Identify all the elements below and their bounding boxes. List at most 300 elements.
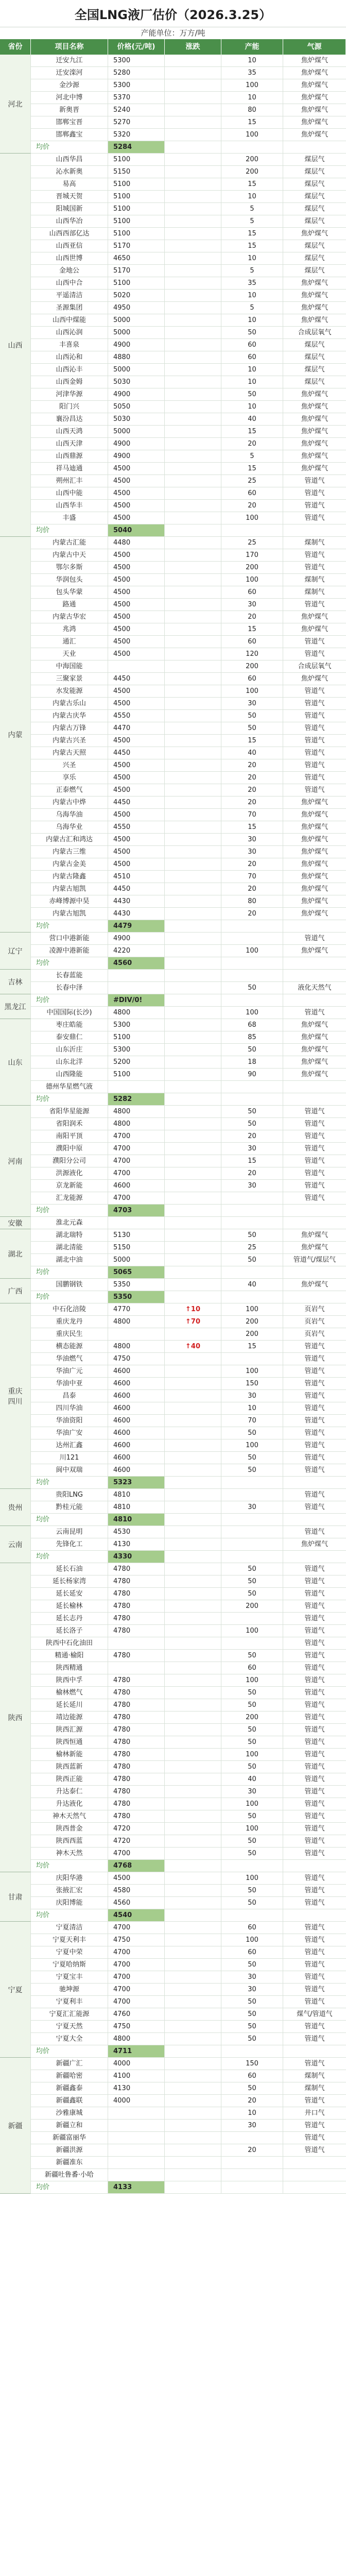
- price-cell: 5100: [108, 228, 165, 240]
- factory-cell: 襄汾昌达: [31, 413, 108, 426]
- table-row: [0, 747, 346, 759]
- source-cell: 管道气: [283, 1452, 346, 1464]
- price-cell: 5100: [108, 277, 165, 290]
- capacity-cell: 50: [221, 2082, 283, 2095]
- source-cell: 液化天然气: [283, 982, 346, 994]
- province-cell: 湖北: [0, 1229, 31, 1279]
- change-cell: [165, 1130, 221, 1143]
- source-cell: 煤层气: [283, 154, 346, 166]
- change-cell: [165, 1798, 221, 1810]
- factory-cell: 中石化涪陵: [31, 1303, 108, 1316]
- table-row: [0, 908, 346, 920]
- header-source: 气源: [283, 39, 346, 55]
- source-cell: [283, 1551, 346, 1563]
- table-row: [0, 2144, 346, 2157]
- price-cell: 4700: [108, 1143, 165, 1155]
- factory-cell: 金地公: [31, 265, 108, 277]
- capacity-cell: 20: [221, 500, 283, 512]
- capacity-cell: 70: [221, 871, 283, 883]
- table-row: [0, 1773, 346, 1786]
- factory-cell: 平遥清洁: [31, 290, 108, 302]
- capacity-cell: 5: [221, 302, 283, 314]
- capacity-cell: 100: [221, 1625, 283, 1637]
- factory-cell: 陕西恒通: [31, 1736, 108, 1749]
- price-cell: 5240: [108, 104, 165, 116]
- factory-cell: 圣源集团: [31, 302, 108, 314]
- source-cell: 管道气: [283, 562, 346, 574]
- change-cell: [165, 660, 221, 673]
- price-cell: 4600: [108, 1402, 165, 1415]
- capacity-cell: 50: [221, 1761, 283, 1773]
- table-row: [0, 252, 346, 265]
- factory-cell: 山西沁润: [31, 327, 108, 339]
- source-cell: 管道气: [283, 549, 346, 562]
- capacity-cell: 100: [221, 1823, 283, 1835]
- source-cell: 管道气: [283, 1872, 346, 1885]
- change-cell: [165, 2082, 221, 2095]
- price-cell: 5350: [108, 1279, 165, 1291]
- average-row: [0, 994, 346, 1007]
- factory-cell: 内蒙古兴圣: [31, 735, 108, 747]
- source-cell: 焦炉煤气: [283, 129, 346, 141]
- source-cell: 管道气: [283, 1439, 346, 1452]
- table-row: [0, 116, 346, 129]
- capacity-cell: 18: [221, 1056, 283, 1069]
- source-cell: 管道气: [283, 1885, 346, 1897]
- factory-cell: 内蒙古汇能: [31, 537, 108, 549]
- province-cell: 广西: [0, 1279, 31, 1303]
- source-cell: [283, 1860, 346, 1872]
- table-row: [0, 1279, 346, 1291]
- price-cell: 5370: [108, 92, 165, 104]
- price-cell: 4130: [108, 1538, 165, 1551]
- price-cell: 5000: [108, 327, 165, 339]
- table-row: [0, 228, 346, 240]
- price-cell: 4560: [108, 1897, 165, 1909]
- table-row: [0, 982, 346, 994]
- source-cell: 管道气: [283, 1625, 346, 1637]
- source-cell: 管道气: [283, 1180, 346, 1192]
- factory-cell: 新奥晋: [31, 104, 108, 116]
- price-cell: 4600: [108, 1439, 165, 1452]
- table-row: [0, 1007, 346, 1019]
- factory-cell: 京龙新能: [31, 1180, 108, 1192]
- price-cell: 4100: [108, 2070, 165, 2082]
- price-cell: 5284: [108, 141, 165, 154]
- capacity-cell: 10: [221, 364, 283, 376]
- capacity-cell: [221, 2045, 283, 2058]
- change-cell: [165, 1588, 221, 1600]
- price-cell: 4000: [108, 2058, 165, 2070]
- header-capacity: 产能: [221, 39, 283, 55]
- change-cell: [165, 1860, 221, 1872]
- price-cell: 4800: [108, 1118, 165, 1130]
- factory-cell: 天业: [31, 648, 108, 660]
- factory-cell: 内蒙古三维: [31, 846, 108, 858]
- source-cell: 管道气: [283, 1984, 346, 1996]
- factory-cell: 湖北中油: [31, 1254, 108, 1266]
- price-cell: 4500: [108, 735, 165, 747]
- table-row: [0, 1464, 346, 1477]
- price-cell: 4700: [108, 1946, 165, 1959]
- source-cell: 管道气: [283, 1773, 346, 1786]
- source-cell: 煤层气: [283, 191, 346, 203]
- capacity-cell: 40: [221, 1279, 283, 1291]
- capacity-cell: 10: [221, 191, 283, 203]
- table-row: [0, 1501, 346, 1514]
- factory-cell: 陕西普金: [31, 1823, 108, 1835]
- price-cell: 5000: [108, 426, 165, 438]
- table-row: [0, 1749, 346, 1761]
- source-cell: 合成层氧气: [283, 327, 346, 339]
- capacity-cell: 60: [221, 339, 283, 351]
- price-cell: 4780: [108, 1810, 165, 1823]
- table-row: [0, 2120, 346, 2132]
- source-cell: 管道气: [283, 2058, 346, 2070]
- price-cell: 5200: [108, 1056, 165, 1069]
- source-cell: 焦炉煤气: [283, 883, 346, 895]
- table-row: [0, 178, 346, 191]
- change-cell: [165, 1378, 221, 1390]
- capacity-cell: [221, 2181, 283, 2194]
- table-row: [0, 154, 346, 166]
- source-cell: [283, 1514, 346, 1526]
- factory-cell: 横态能源: [31, 1341, 108, 1353]
- province-cell: 河南: [0, 1106, 31, 1217]
- change-cell: [165, 636, 221, 648]
- change-cell: [165, 191, 221, 203]
- source-cell: 管道气: [283, 1390, 346, 1402]
- change-cell: [165, 685, 221, 698]
- change-cell: [165, 2021, 221, 2033]
- table-row: [0, 327, 346, 339]
- factory-cell: 新疆鑫泰: [31, 2082, 108, 2095]
- table-row: [0, 1922, 346, 1934]
- source-cell: 焦炉煤气: [283, 846, 346, 858]
- factory-cell: 内蒙古旭凯: [31, 883, 108, 895]
- source-cell: 煤层气: [283, 203, 346, 215]
- source-cell: 煤层气: [283, 265, 346, 277]
- table-row: [0, 1971, 346, 1984]
- change-cell: [165, 327, 221, 339]
- capacity-cell: 10: [221, 2107, 283, 2120]
- change-cell: [165, 1810, 221, 1823]
- price-cell: 4750: [108, 2021, 165, 2033]
- price-cell: 4800: [108, 1106, 165, 1118]
- capacity-cell: 50: [221, 1464, 283, 1477]
- price-cell: 4600: [108, 1415, 165, 1427]
- price-cell: 4430: [108, 908, 165, 920]
- factory-cell: 内蒙古金美: [31, 858, 108, 871]
- table-row: [0, 1056, 346, 1069]
- price-cell: 4700: [108, 1971, 165, 1984]
- source-cell: 焦炉煤气: [283, 438, 346, 450]
- factory-cell: 贵阳LNG: [31, 1489, 108, 1501]
- source-cell: 焦炉煤气: [283, 290, 346, 302]
- table-row: [0, 2021, 346, 2033]
- price-cell: 5300: [108, 55, 165, 67]
- factory-cell: 榆林新能: [31, 1749, 108, 1761]
- price-cell: 4780: [108, 1563, 165, 1575]
- capacity-cell: 80: [221, 104, 283, 116]
- capacity-cell: 80: [221, 895, 283, 908]
- change-cell: [165, 759, 221, 772]
- change-cell: [165, 549, 221, 562]
- capacity-cell: 150: [221, 1378, 283, 1390]
- price-cell: 4500: [108, 759, 165, 772]
- change-cell: [165, 1526, 221, 1538]
- source-cell: 管道气: [283, 1798, 346, 1810]
- price-cell: 4500: [108, 772, 165, 784]
- change-cell: [165, 858, 221, 871]
- capacity-cell: 200: [221, 660, 283, 673]
- price-cell: 4500: [108, 475, 165, 487]
- table-row: [0, 2169, 346, 2181]
- table-row: [0, 1081, 346, 1093]
- factory-cell: 陕西中孚: [31, 1674, 108, 1687]
- factory-cell: 晋城天贺: [31, 191, 108, 203]
- price-cell: [108, 660, 165, 673]
- factory-cell: 均价: [31, 1514, 108, 1526]
- price-cell: 5100: [108, 191, 165, 203]
- source-cell: 焦炉煤气: [283, 104, 346, 116]
- table-row: [0, 1625, 346, 1637]
- capacity-cell: [221, 1860, 283, 1872]
- price-cell: 4780: [108, 1798, 165, 1810]
- unit-note: 产能单位：万方/吨: [141, 28, 205, 38]
- price-cell: 4780: [108, 1724, 165, 1736]
- factory-cell: 汇龙能源: [31, 1192, 108, 1205]
- factory-cell: 三聚家景: [31, 673, 108, 685]
- factory-cell: 乌海华业: [31, 821, 108, 834]
- factory-cell: 淮北元森: [31, 1217, 108, 1229]
- change-cell: [165, 1254, 221, 1266]
- change-cell: [165, 1291, 221, 1303]
- table-row: [0, 1365, 346, 1378]
- capacity-cell: 30: [221, 846, 283, 858]
- source-cell: 管道气: [283, 1353, 346, 1365]
- change-cell: [165, 2008, 221, 2021]
- price-cell: 4500: [108, 698, 165, 710]
- table-row: [0, 463, 346, 475]
- table-row: [0, 1711, 346, 1724]
- price-cell: [108, 2169, 165, 2181]
- header-province: 省份: [0, 39, 31, 55]
- change-cell: [165, 908, 221, 920]
- change-cell: [165, 2058, 221, 2070]
- factory-cell: 升达液化: [31, 1798, 108, 1810]
- capacity-cell: [221, 920, 283, 933]
- source-cell: 煤制气: [283, 537, 346, 549]
- price-cell: 4500: [108, 463, 165, 475]
- factory-cell: 均价: [31, 1860, 108, 1872]
- source-cell: 管道气: [283, 735, 346, 747]
- price-cell: 4500: [108, 562, 165, 574]
- change-cell: [165, 599, 221, 611]
- table-row: [0, 1699, 346, 1711]
- average-row: [0, 2045, 346, 2058]
- price-cell: 4500: [108, 648, 165, 660]
- price-cell: 4510: [108, 871, 165, 883]
- capacity-cell: 30: [221, 1971, 283, 1984]
- price-cell: 5282: [108, 1093, 165, 1106]
- source-cell: 管道气: [283, 2021, 346, 2033]
- factory-cell: 延长杨家湾: [31, 1575, 108, 1588]
- table-row: [0, 55, 346, 67]
- price-cell: 4600: [108, 1378, 165, 1390]
- change-cell: [165, 1909, 221, 1922]
- capacity-cell: 50: [221, 1810, 283, 1823]
- change-cell: [165, 487, 221, 500]
- change-cell: [165, 129, 221, 141]
- price-cell: 4550: [108, 710, 165, 722]
- source-cell: 煤层气: [283, 215, 346, 228]
- change-cell: [165, 722, 221, 735]
- source-cell: [283, 994, 346, 1007]
- table-row: [0, 611, 346, 623]
- factory-cell: 中海国能: [31, 660, 108, 673]
- price-cell: 4780: [108, 1736, 165, 1749]
- price-cell: [108, 2107, 165, 2120]
- table-row: [0, 1242, 346, 1254]
- table-row: [0, 1167, 346, 1180]
- source-cell: 焦炉煤气: [283, 945, 346, 957]
- table-row: [0, 487, 346, 500]
- table-row: [0, 401, 346, 413]
- factory-cell: 重庆龙丹: [31, 1316, 108, 1328]
- factory-cell: 延长志丹: [31, 1613, 108, 1625]
- factory-cell: 华油中亚: [31, 1378, 108, 1390]
- change-cell: [165, 1044, 221, 1056]
- capacity-cell: [221, 1217, 283, 1229]
- source-cell: [283, 524, 346, 537]
- table-row: [0, 426, 346, 438]
- source-cell: 管道气: [283, 1959, 346, 1971]
- capacity-cell: 20: [221, 438, 283, 450]
- factory-cell: 华油广安: [31, 1427, 108, 1439]
- source-cell: 管道气: [283, 1575, 346, 1588]
- change-cell: ↑70: [165, 1316, 221, 1328]
- capacity-cell: [221, 2157, 283, 2169]
- source-cell: 焦炉煤气: [283, 277, 346, 290]
- factory-cell: 内蒙古天照: [31, 747, 108, 759]
- source-cell: 焦炉煤气: [283, 858, 346, 871]
- table-row: [0, 710, 346, 722]
- table-row: [0, 871, 346, 883]
- province-cell: 河北: [0, 55, 31, 154]
- source-cell: 焦炉煤气: [283, 55, 346, 67]
- price-cell: [108, 2120, 165, 2132]
- capacity-cell: [221, 1477, 283, 1489]
- factory-cell: 湖北清能: [31, 1242, 108, 1254]
- factory-cell: 包头华蒙: [31, 586, 108, 599]
- factory-cell: 榆林燃气: [31, 1687, 108, 1699]
- price-cell: 4780: [108, 1625, 165, 1637]
- factory-cell: 均价: [31, 1477, 108, 1489]
- capacity-cell: 120: [221, 648, 283, 660]
- price-cell: 4500: [108, 784, 165, 796]
- table-row: [0, 67, 346, 79]
- capacity-cell: 50: [221, 388, 283, 401]
- factory-cell: 均价: [31, 1093, 108, 1106]
- capacity-cell: 40: [221, 1773, 283, 1786]
- price-cell: [108, 1662, 165, 1674]
- change-cell: [165, 1613, 221, 1625]
- source-cell: 管道气: [283, 1810, 346, 1823]
- table-row: [0, 636, 346, 648]
- source-cell: 管道气: [283, 1464, 346, 1477]
- table-row: [0, 1637, 346, 1650]
- table-row: [0, 1390, 346, 1402]
- price-cell: 4700: [108, 1996, 165, 2008]
- source-cell: 管道气: [283, 1167, 346, 1180]
- table-row: [0, 796, 346, 809]
- change-cell: [165, 104, 221, 116]
- source-cell: 煤层气: [283, 376, 346, 388]
- factory-cell: 丰盛: [31, 512, 108, 524]
- factory-cell: 均价: [31, 920, 108, 933]
- price-cell: 4800: [108, 2033, 165, 2045]
- change-cell: [165, 1563, 221, 1575]
- factory-cell: 华油燃气: [31, 1353, 108, 1365]
- source-cell: 管道气: [283, 1724, 346, 1736]
- factory-cell: 鄂尔多斯: [31, 562, 108, 574]
- source-cell: [283, 1291, 346, 1303]
- price-cell: 5130: [108, 1229, 165, 1242]
- factory-cell: 洪源液化: [31, 1167, 108, 1180]
- change-cell: [165, 512, 221, 524]
- factory-cell: 均价: [31, 141, 108, 154]
- capacity-cell: [221, 2132, 283, 2144]
- table-row: [0, 92, 346, 104]
- source-cell: 焦炉煤气: [283, 92, 346, 104]
- source-cell: 合成层氧气: [283, 660, 346, 673]
- capacity-cell: [221, 994, 283, 1007]
- change-cell: [165, 1538, 221, 1551]
- capacity-cell: 50: [221, 1699, 283, 1711]
- price-cell: 5020: [108, 290, 165, 302]
- table-row: [0, 1217, 346, 1229]
- capacity-cell: [221, 141, 283, 154]
- source-cell: 页岩气: [283, 1303, 346, 1316]
- table-row: [0, 1835, 346, 1848]
- capacity-cell: 100: [221, 1439, 283, 1452]
- change-cell: [165, 1143, 221, 1155]
- source-cell: 管道气: [283, 1489, 346, 1501]
- factory-cell: 华润包头: [31, 574, 108, 586]
- capacity-cell: [221, 1192, 283, 1205]
- price-cell: 5100: [108, 154, 165, 166]
- source-cell: 管道气: [283, 1192, 346, 1205]
- capacity-cell: 15: [221, 821, 283, 834]
- factory-cell: 均价: [31, 2045, 108, 2058]
- source-cell: 管道气: [283, 1786, 346, 1798]
- table-row: [0, 166, 346, 178]
- table-row: [0, 1019, 346, 1031]
- factory-cell: 先锋化工: [31, 1538, 108, 1551]
- change-cell: [165, 1674, 221, 1687]
- source-cell: 焦炉煤气: [283, 821, 346, 834]
- price-cell: 5270: [108, 116, 165, 129]
- factory-cell: 四川华油: [31, 1402, 108, 1415]
- price-cell: 4540: [108, 1909, 165, 1922]
- factory-cell: 中国国际(长沙): [31, 1007, 108, 1019]
- table-row: [0, 673, 346, 685]
- change-cell: [165, 215, 221, 228]
- price-cell: 4800: [108, 1316, 165, 1328]
- factory-cell: 驰坤源: [31, 1984, 108, 1996]
- factory-cell: 金沙源: [31, 79, 108, 92]
